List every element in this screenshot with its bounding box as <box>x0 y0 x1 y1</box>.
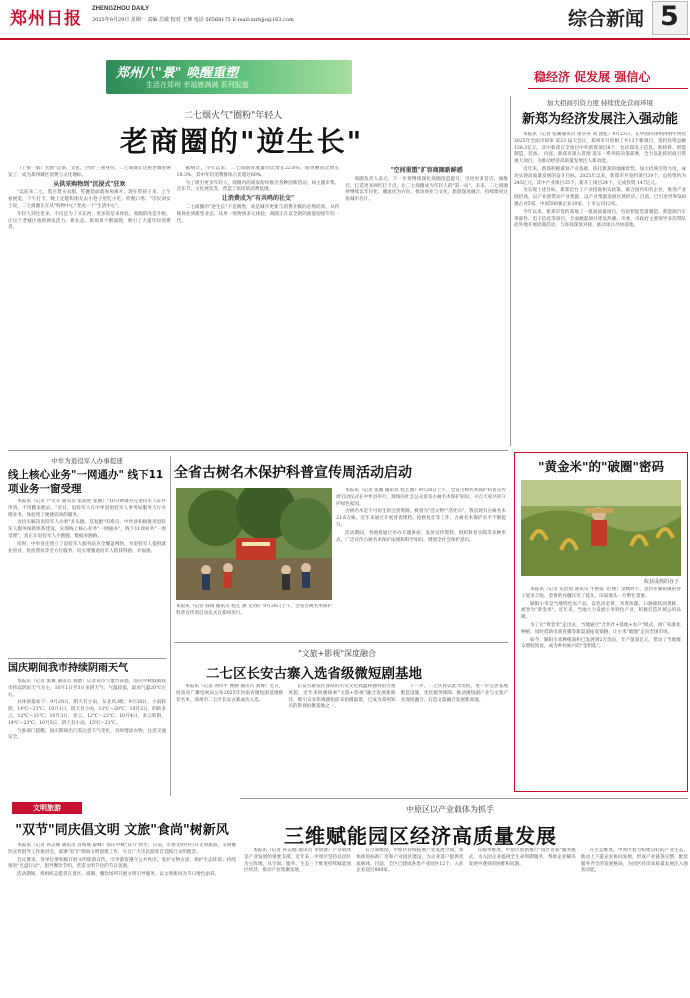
film-col-3: 下一步，二七区将以此为契机，进一步完善基地配套设施，优化服务保障，推动微短剧产业与文旅产业深度融合，打造文旅融合发展新高地。 <box>400 684 508 703</box>
xinzheng-body: 本报讯（记者 张翼通讯员 梁崇英 刘 敦乾）9月23日，在中国四津州四纳中到投2025年全面市研审 第23 届大会议，郑州市开创相了共13个新项目，签约投资总额138.3亿元，其中新郑在全项目中外新资项目8个，包括郑电子信息、新材料、智能制造、装备、 内容，新郑市深入贯彻 落实一系列的决策部署，全力以赴抓招商引资重大项目，为推动经济高质量发展注入新动能。 近年来，新郑积极谋划产业基础，依托新郑的地缘优势，加大招商引资力度，成功实现高质量发展的奋斗目标。2025年以来，新郑市共签约项目39个，总投资约为245亿元，其中产业项目35个，新开工项目24个，完成投资 147亿元。 为实现上述目标，新郑出台了产业招商相关政策，联合国内知名企业，推进产业链招商，以产业链带动产业集群，以产业集群发展区域经济。目前，已引进世界500强企业5家、中国500强企业10家，上市公司12家。 今年以来，新郑市签约落地了一批高质量项目，包括智能装备制造、新能源汽车零部件、电子信息等项目，全面掀起项目建设热潮。市委、市政府主要领导多次带队赴外地开展招商活动，与客商深度对接，推动项目尽快落地。 <box>514 132 686 229</box>
weather-body: 本报讯（记者 张翼 通讯员 刘德）记者从市气象台获悉，国庆中秋假期我市将以阴雨天气为主，10月1日至3日多阴天气，气温较低，最高气温20℃左右。 具体预报如下：9月29日，阴天有小雨，东北风3级；9月30日，小雨转阴，14℃～21℃；10月1日，阴天有小雨，13℃～20℃；10月2日，阴转多云，12℃～21℃；10月3日，多云，12℃～22℃；10月4日，多云转阴，14℃～23℃；10月5日，阴天有小雨，15℃～21℃。 气象部门提醒，国庆期间出行需注意天气变化，及时增添衣物，注意交通安全。 <box>8 679 166 741</box>
park-columns <box>244 848 688 994</box>
series-banner <box>106 60 352 94</box>
rice-headline: "黄金米"的"破圈"密码 <box>537 459 665 474</box>
park-col-1: 本报讯（记者 孙志刚 通讯员 李倩倩）产业载体是产业发展的重要支撑。近年来，中原区坚持以园区为主阵地，从空间、服务、生态三个维度持续赋能园区经济，推动产业集聚发展。 <box>244 848 352 874</box>
park-col-3: 在服务维度，中原区创新推行"园区管家"服务模式，为入园企业提供全生命周期服务，帮助企业解决发展中遇到的困难和问题。 <box>468 848 576 867</box>
masthead <box>0 0 690 40</box>
rule <box>174 642 508 643</box>
civil-article <box>8 818 236 994</box>
weather-headline: 国庆期间我市持续阴雨天气 <box>8 663 128 674</box>
col-rule <box>510 96 511 446</box>
xinzheng-headline: 新郑为经济发展注入强动能 <box>521 112 678 127</box>
film-col-2: 长安古寨依托深厚的历史文化底蕴和独特的古建风貌，近年来积极探索"文旅+影视"融合发展新路径，吸引众多影视剧组前来拍摄取景，已成为郑州知名的影视拍摄基地之一。 <box>288 684 396 710</box>
film-col-1: 本报讯（记者 刘伟平 曹静 通讯员 刘博）近日，河南省广播电视局公布2025年河南省微短剧基地推荐名单，郑州市二七区长安古寨成功入选。 <box>176 684 284 703</box>
trees-caption: 本报讯（记者 韩瑞 通讯员 程艺 涵 文/图）9月28日上午，全省古树名木保护科普宣传周启动仪式在郑州举行。 <box>176 604 332 616</box>
hero-subhead-1: 从供采购物到"沉浸式"狂欢 <box>53 180 126 188</box>
rule <box>8 658 166 659</box>
weather-article <box>8 662 166 794</box>
promo-rule <box>528 88 688 89</box>
rice-body: 本报讯（记者 史治国 通讯员 牛艳霞 文/图）金秋时节，登封市颍阳镇的谷子迎来丰收，金黄的谷穗压弯了枝头，田间地头一片繁忙景象。 颍阳小米是当地特色农产品，以色泽金黄、米香浓郁、口感绵软而著称，被誉为"黄金米"。近年来，当地大力发展小米特色产业，积极打造区域公用品牌。 为了让"黄金米"走出去，当地通过"合作社+基地+农户"模式，推广标准化种植，同时借助电商直播等新渠道拓宽销路，让小米"破圈"走向全国市场。 如今，颍阳小米种植面积已发展到2万余亩，年产值超亿元，带动了当地群众增收致富，成为乡村振兴的"金钥匙"。 <box>521 587 681 650</box>
masthead-rule <box>0 38 690 40</box>
trees-photo <box>176 488 332 600</box>
veteran-body: 本报讯（记者 卢文军 通讯员 张骁艳 张丽）"10分钟就办完退役军人证件申请，不用跑来跑去。"近日，退役军人在中牟县退役军人事务局服务大厅办理业务，体验到了便捷高效的服务。 为切实解决退役军人办事"多头跑、反复跑"的难点，中牟县积极推进退役军人服务保障体系建设，实现线上核心业务"一网通办"，线下11项业务"一窗受理"，真正让退役军人少跑腿，数据多跑路。 同时，中牟县还建立了退役军人服务站点全覆盖网络，为退役军人提供就业创业、优抚帮扶等全方位服务，切实增强退役军人的获得感、幸福感。 <box>8 499 166 554</box>
promo-slogan: 稳经济 促发展 强信心 <box>534 70 651 84</box>
hero-headline: 老商圈的"逆生长" <box>120 125 364 158</box>
hero-bottom-rule <box>8 450 508 451</box>
park-col-2: 在空间维度，中原区持续拓展产业发展空间，加快推进标准厂房和产业园区建设，为企业落户提供优质载体。目前，全区已建成各类产业园区12个，入驻企业超过800家。 <box>356 848 464 874</box>
hero-columns <box>8 166 508 446</box>
hero-subhead-2: 让消费成为"有共鸣的社交" <box>221 195 295 203</box>
rice-photo <box>521 480 681 576</box>
film-kicker: "文旅+影视"深度融合 <box>298 649 377 658</box>
xinzheng-kicker: 加大招商引资力度 持续优化营商环境 <box>546 99 654 107</box>
civil-body: 本报讯（记者 孙志刚 通讯员 肖海燕 薛峰）国庆中秋"双节"将至，日前，市委文明办召开文明旅游、文明餐饮宣传倡导工作推进会，部署"双节"期间文明创建工作，号召广大市民游客自觉践行文明理念。 会议要求，各单位要积极开展文明旅游宣传，引导游客遵守公共秩序、爱护文物古迹、保护生态环境；持续推进"光盘行动"，倡导餐饮节约，营造文明节俭的节日氛围。 活动期间，将组织志愿者在景区、商圈、餐饮场所开展文明引导服务，以文明新风为节日增色添彩。 <box>8 843 236 878</box>
veteran-article <box>8 456 166 656</box>
civil-headline: "双节"同庆倡文明 文旅"食尚"树新风 <box>15 823 229 838</box>
veteran-kicker: 中牟为退役军人办事提速 <box>51 457 123 465</box>
banner-subtitle: 生活在郑州 幸福感满满 系列报道 <box>146 81 249 89</box>
film-columns <box>176 684 508 792</box>
masthead-info: 2025年9月29日 星期一 责编 岳敏 校对 王坤 电话 56568175 E-mail:zzrbjjs@163.com <box>92 17 294 23</box>
hero-subhead-3: "空间重塑"扩容商圈新鲜感 <box>390 167 463 174</box>
park-kicker: 中原区以产业载体为抓手 <box>406 805 494 814</box>
hero-kicker: 二七烟火气"圈粉"年轻人 <box>184 111 283 121</box>
trees-body: 本报讯（记者 张翼 通讯员 程艺涵）9月28日上午，全省古树名木保护科普宣传周启动仪式在中牟县举行，现场向社会公众普及古树名木保护知识，号召大家共同守护绿色家园。 古树名木是不可再生的宝贵资源，被誉为"活文物""活化石"。我省现有古树名木21.6万株，近年来通过开展普查建档、抢救复壮等工作，古树名木保护水平不断提升。 活动期间，各地将通过举办专题讲座、发放宣传资料、组织科普实践等多种形式，广泛宣传古树名木保护法规和科学知识，增强全社会保护意识。 <box>336 488 506 543</box>
hero-col-3: "空间重塑"扩容商圈新鲜感 商圈负责人表示，下一步将继续深化商圈改造提升，引进更多首店、旗舰店，打造更多网红打卡点，让二七商圈成为年轻人的"第一站"。未来，二七商圈将继续以年轻化、潮流化为方向，推动商业与文化、旅游深度融合，持续擦亮这张城市名片。 <box>345 167 509 203</box>
section-name: 综合新闻 <box>568 8 645 30</box>
park-headline: 三维赋能园区经济高质量发展 <box>284 824 557 848</box>
newspaper-logo: 郑州日报 <box>10 9 82 29</box>
hero-col-2: 据统计，今年以来，二七商圈客流量同比增长22.6%，销售额同比增长18.3%，其中年轻消费群体占比超过60%。 为了吸引更多年轻人，商圈内的商家纷纷推出各种创新活动，如主题市集、音乐节、文化展览等，营造了浓厚的消费氛围。 让消费成为"有共鸣的社交" 二七商圈的"逆生长"不是偶然，而是城市更新与消费升级的必然结果。从传统商业到新型业态，从单一购物到多元体验，商圈正在以全新的面貌迎接年轻一代。 <box>176 166 340 224</box>
park-col-4: 在生态维度，中原区着力构建良好的产业生态，推动上下游企业协同发展，形成产业链条完整、配套服务齐全的发展格局，为园区经济高质量发展注入强劲动能。 <box>580 848 688 874</box>
film-headline: 二七区长安古寨入选省级微短剧基地 <box>206 666 422 682</box>
newspaper-english-name: ZHENGZHOU DAILY <box>92 6 150 12</box>
page-number: 5 <box>660 1 679 32</box>
rice-caption: 收获成熟的谷子 <box>643 579 679 585</box>
civil-tag: 文明旅游 <box>12 802 82 814</box>
rule <box>240 798 688 799</box>
xinzheng-article <box>514 96 686 444</box>
hero-col-1: （上接一版）凭新"边条、文化、空间"三重身份，二七商圈让这座老城里焕发了，成为郑州城区消费与文化地标。 从供采购物到"沉浸式"狂欢 "以前来二七，逛百货买衣服，吃碗烩面就匆匆离开；现在带孩子来，上午看展览，下午打卡，晚上还能和朋友去小巷子里吃小吃、听脱口秀。"市民刘女士说，二七商圈正在从"购物中心"变成一个"生活中心"。 年轻人到这里来，不仅是为了买东西，更多的是来体验。商圈的改造升级，让这个老城区重新焕发活力。新业态、新场景不断涌现，吸引了大量年轻消费者。 <box>8 166 171 231</box>
banner-title: 郑州八"景" 唤醒重塑 <box>116 66 239 81</box>
col-rule <box>170 456 171 796</box>
veteran-headline: 线上核心业务"一网通办" 线下11项业务一窗受理 <box>8 469 164 495</box>
rice-box <box>514 452 688 792</box>
trees-headline: 全省古树名木保护科普宣传周活动启动 <box>174 465 412 481</box>
